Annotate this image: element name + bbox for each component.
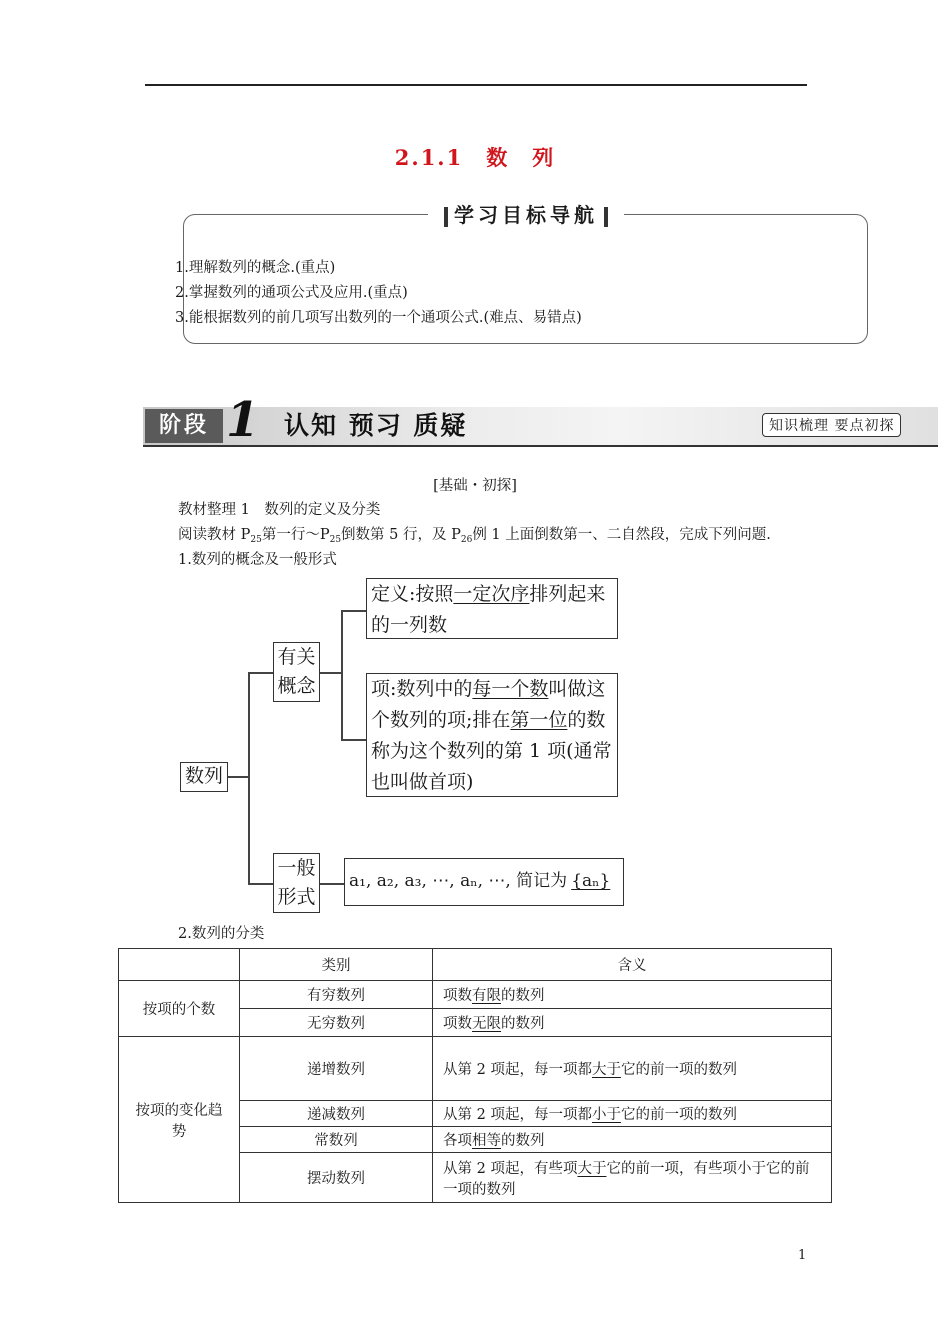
item-heading: 1.数列的概念及一般形式 (178, 552, 337, 568)
table-header: 类别 含义 (119, 949, 832, 981)
connector (227, 776, 249, 778)
table-row: 递减数列 从第 2 项起，每一项都小于它的前一项的数列 (119, 1101, 832, 1127)
objectives-list (175, 256, 582, 331)
connector (341, 739, 366, 741)
connector (248, 672, 250, 884)
page-title: 2.1.1 数 列 (394, 145, 556, 170)
objective-item: 1.理解数列的概念.(重点) (175, 260, 336, 276)
concept-label: 有关概念 (273, 642, 320, 702)
stage-number: 1 (226, 392, 260, 448)
general-form-box: a₁, a₂, a₃, ⋯, aₙ, ⋯, 简记为 {aₙ} (344, 858, 624, 906)
group-cell: 按项的变化趋势 (119, 1037, 240, 1203)
objective-item: 2.掌握数列的通项公式及应用.(重点) (175, 285, 408, 301)
group-cell: 按项的个数 (119, 981, 240, 1037)
table-row: 按项的个数 有穷数列 项数有限的数列 (119, 981, 832, 1009)
connector (320, 672, 342, 674)
objectives-heading: 学习目标导航 (428, 200, 624, 230)
connector (320, 883, 344, 885)
section-label: [基础・初探] (433, 478, 517, 494)
item-heading: 2.数列的分类 (178, 926, 265, 942)
diagram-root: 数列 (180, 762, 228, 792)
objective-item: 3.能根据数列的前几项写出数列的一个通项公式.(难点、易错点) (175, 310, 582, 326)
section-heading: 教材整理 1 数列的定义及分类 (178, 502, 381, 518)
connector (341, 610, 343, 740)
term-box: 项:数列中的每一个数叫做这个数列的项;排在第一位的数称为这个数列的第 1 项(通常也叫做首项) (366, 673, 618, 797)
header-rule (145, 84, 807, 86)
definition-box: 定义:按照一定次序排列起来的一列数 (366, 578, 618, 639)
page-number: 1 (798, 1248, 807, 1263)
stage-label: 阶段 (145, 409, 223, 443)
classification-table (118, 948, 832, 1203)
connector (248, 672, 273, 674)
table-row: 无穷数列 项数无限的数列 (119, 1009, 832, 1037)
banner-title: 认知 预习 质疑 (284, 411, 468, 440)
table-row: 摆动数列 从第 2 项起，有些项大于它的前一项，有些项小于它的前一项的数列 (119, 1153, 832, 1203)
connector (248, 883, 273, 885)
table-row: 常数列 各项相等的数列 (119, 1127, 832, 1153)
table-row: 按项的变化趋势 递增数列 从第 2 项起，每一项都大于它的前一项的数列 (119, 1037, 832, 1101)
instruction: 阅读教材 $P_{25}$第一行$\sim P_{25}$倒数第 5 行，及 $P_{26}$例 1 上面倒数第一、二自然段，完成下列问题. (178, 527, 771, 545)
general-form-label: 一般形式 (273, 853, 320, 913)
banner-tag: 知识梳理 要点初探 (762, 413, 901, 437)
connector (341, 610, 366, 612)
